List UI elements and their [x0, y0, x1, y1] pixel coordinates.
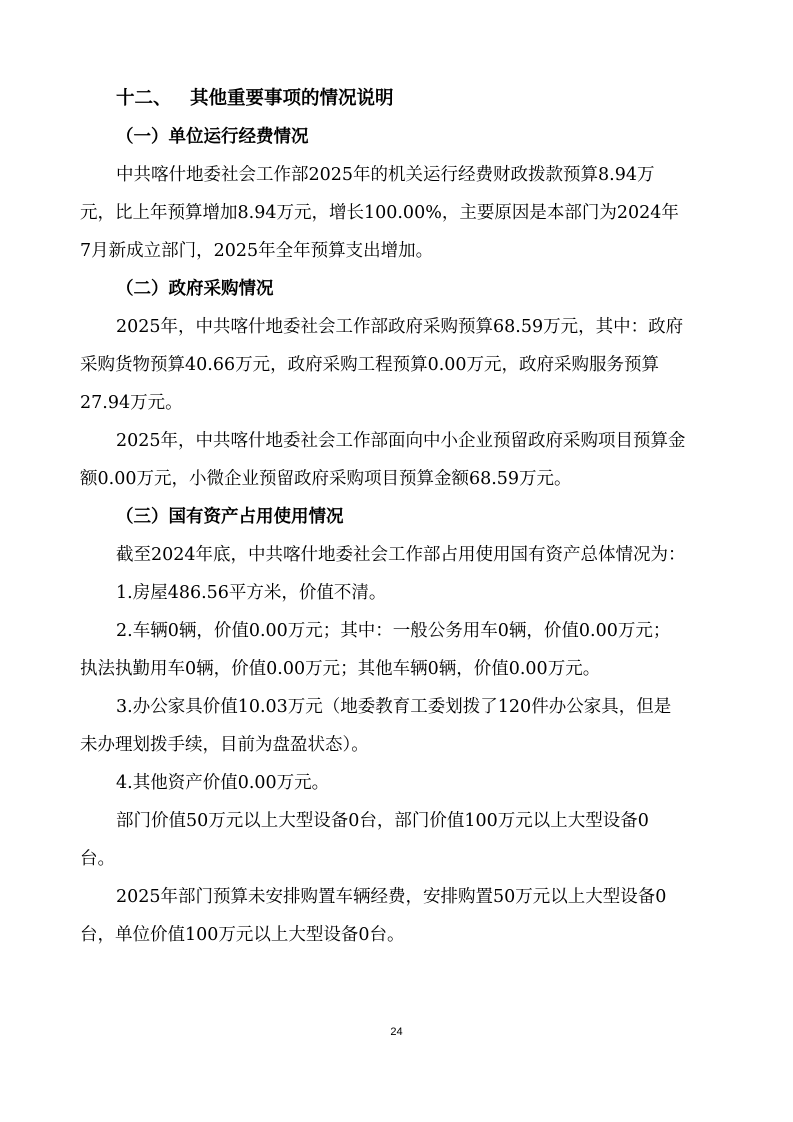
paragraph-line: 27.94万元。 — [80, 393, 183, 413]
list-item-continuation: 未办理划拨手续，目前为盘盈状态）。 — [80, 735, 369, 755]
paragraph-line: 7月新成立部门，2025年全年预算支出增加。 — [80, 241, 434, 261]
section-number: 十二、 — [116, 88, 172, 109]
paragraph-line: 额0.00万元，小微企业预留政府采购项目预算金额68.59万元。 — [80, 469, 572, 489]
paragraph-line: 2025年，中共喀什地委社会工作部面向中小企业预留政府采购项目预算金 — [116, 431, 686, 451]
subsection-heading-1: （一）单位运行经费情况 — [116, 127, 309, 147]
section-heading — [116, 87, 394, 111]
paragraph-line: 2025年部门预算未安排购置车辆经费，安排购置50万元以上大型设备0 — [116, 887, 667, 907]
list-item: 2.车辆0辆，价值0.00万元；其中：一般公务用车0辆，价值0.00万元； — [116, 621, 671, 641]
section-title: 其他重要事项的情况说明 — [190, 88, 394, 109]
subsection-heading-2: （二）政府采购情况 — [116, 279, 274, 299]
paragraph-line: 2025年，中共喀什地委社会工作部政府采购预算68.59万元，其中：政府 — [116, 317, 684, 337]
list-item-continuation: 执法执勤用车0辆，价值0.00万元；其他车辆0辆，价值0.00万元。 — [80, 659, 601, 679]
paragraph-line: 截至2024年底，中共喀什地委社会工作部占用使用国有资产总体情况为： — [116, 545, 686, 565]
paragraph-line: 元，比上年预算增加8.94万元，增长100.00%，主要原因是本部门为2024年 — [80, 203, 679, 223]
list-item: 4.其他资产价值0.00万元。 — [116, 773, 330, 793]
paragraph-line: 部门价值50万元以上大型设备0台，部门价值100万元以上大型设备0 — [116, 811, 649, 831]
paragraph-line: 台。 — [80, 849, 115, 869]
paragraph-line: 中共喀什地委社会工作部2025年的机关运行经费财政拨款预算8.94万 — [116, 165, 655, 185]
list-item: 1.房屋486.56平方米，价值不清。 — [116, 583, 387, 603]
page-number: 24 — [390, 1026, 403, 1038]
list-item: 3.办公家具价值10.03万元（地委教育工委划拨了120件办公家具，但是 — [116, 697, 672, 717]
paragraph-line: 采购货物预算40.66万元，政府采购工程预算0.00万元，政府采购服务预算 — [80, 355, 660, 375]
subsection-heading-3: （三）国有资产占用使用情况 — [116, 507, 344, 527]
paragraph-line: 台，单位价值100万元以上大型设备0台。 — [80, 925, 405, 945]
